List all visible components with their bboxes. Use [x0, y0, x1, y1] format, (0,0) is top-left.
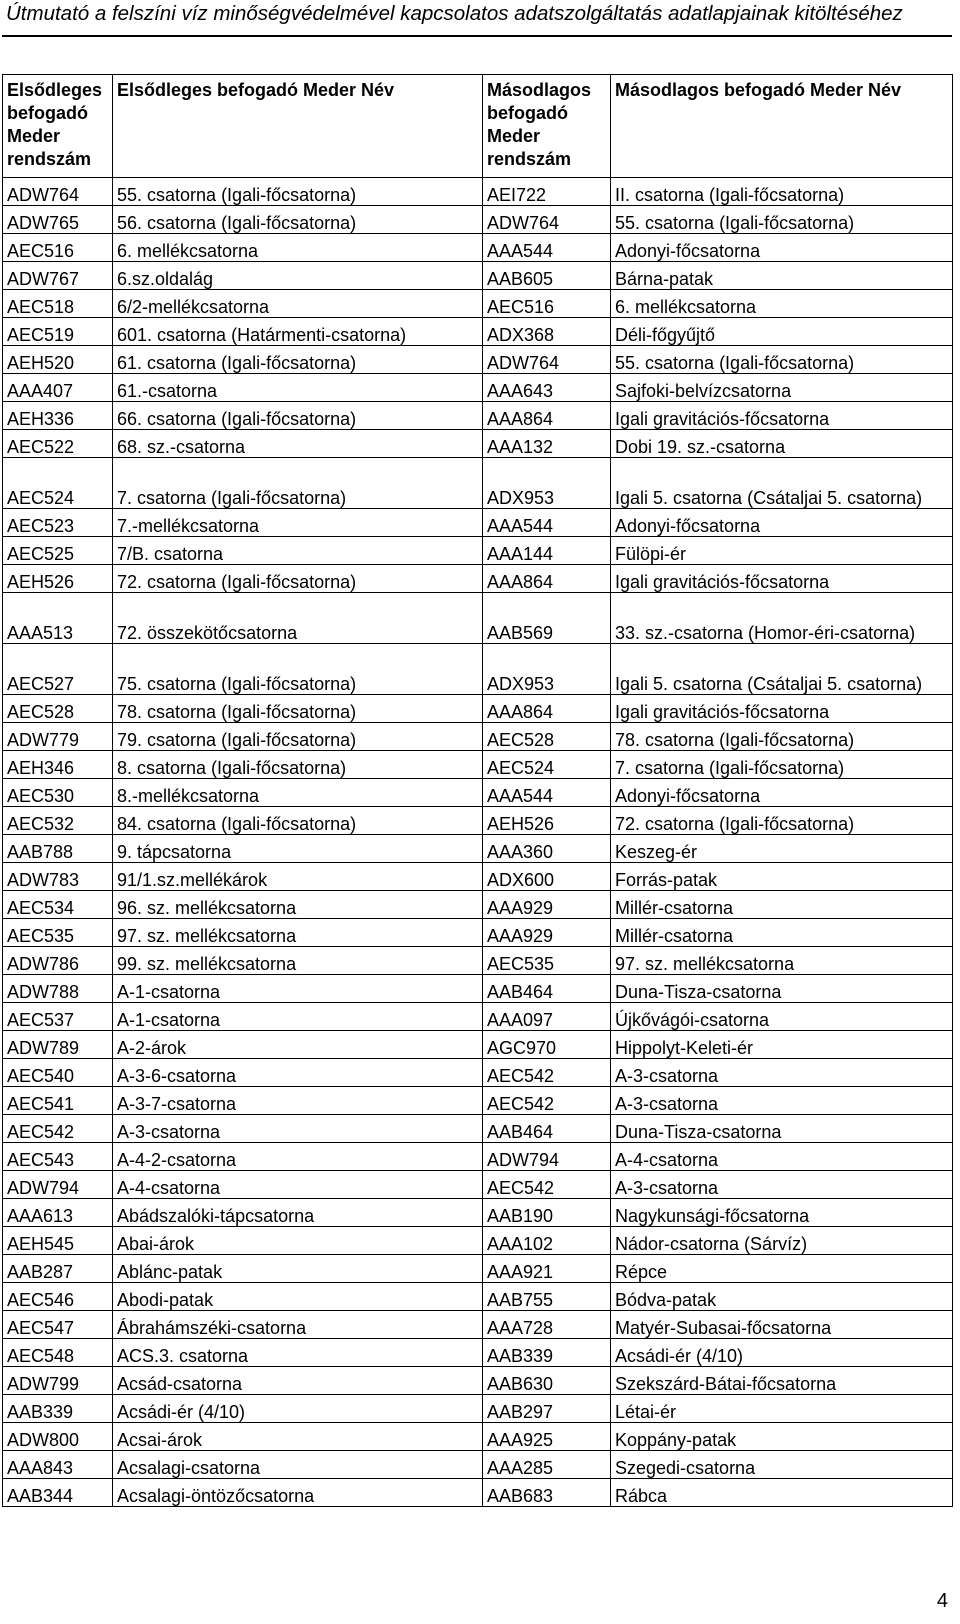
primary-name-cell: 72. csatorna (Igali-főcsatorna) [113, 565, 483, 593]
primary-name-cell: Ábrahámszéki-csatorna [113, 1311, 483, 1339]
secondary-code-cell: AAA102 [483, 1227, 611, 1255]
primary-name-cell: Acsalagi-öntözőcsatorna [113, 1479, 483, 1507]
secondary-code-cell: ADX600 [483, 863, 611, 891]
column-header-primary-name: Elsődleges befogadó Meder Név [113, 75, 483, 178]
secondary-code-cell: AAA132 [483, 430, 611, 458]
secondary-code-cell: AEC542 [483, 1087, 611, 1115]
column-header-secondary-code: Másodlagos befogadó Meder rendszám [483, 75, 611, 178]
table-row [3, 891, 953, 919]
primary-code-cell: AAB344 [3, 1479, 113, 1507]
secondary-code-cell: ADW764 [483, 346, 611, 374]
primary-code-cell: AEH520 [3, 346, 113, 374]
secondary-code-cell: AAA544 [483, 509, 611, 537]
secondary-name-cell: Koppány-patak [611, 1423, 953, 1451]
primary-code-cell: AAA613 [3, 1199, 113, 1227]
table-row [3, 1479, 953, 1507]
primary-name-cell: Abádszalóki-tápcsatorna [113, 1199, 483, 1227]
primary-name-cell: A-1-csatorna [113, 1003, 483, 1031]
primary-code-cell: AEC530 [3, 779, 113, 807]
secondary-code-cell: AAA144 [483, 537, 611, 565]
table-row [3, 509, 953, 537]
column-header-secondary-name: Másodlagos befogadó Meder Név [611, 75, 953, 178]
secondary-code-cell: AAA929 [483, 891, 611, 919]
primary-code-cell: AEC543 [3, 1143, 113, 1171]
table-row [3, 919, 953, 947]
primary-code-cell: ADW783 [3, 863, 113, 891]
table-row [3, 458, 953, 509]
secondary-code-cell: AEC516 [483, 290, 611, 318]
primary-name-cell: 9. tápcsatorna [113, 835, 483, 863]
table-row [3, 1255, 953, 1283]
primary-name-cell: A-4-2-csatorna [113, 1143, 483, 1171]
secondary-code-cell: AEC528 [483, 723, 611, 751]
secondary-code-cell: AAA921 [483, 1255, 611, 1283]
primary-code-cell: AEC525 [3, 537, 113, 565]
table-row [3, 695, 953, 723]
primary-name-cell: 6/2-mellékcsatorna [113, 290, 483, 318]
secondary-code-cell: AAB755 [483, 1283, 611, 1311]
secondary-code-cell: AEI722 [483, 178, 611, 206]
primary-name-cell: 8.-mellékcsatorna [113, 779, 483, 807]
table-body [3, 178, 953, 1507]
secondary-name-cell: 6. mellékcsatorna [611, 290, 953, 318]
secondary-code-cell: AAB464 [483, 1115, 611, 1143]
table-row [3, 1367, 953, 1395]
secondary-name-cell: Szegedi-csatorna [611, 1451, 953, 1479]
secondary-code-cell: AAA544 [483, 779, 611, 807]
primary-name-cell: 66. csatorna (Igali-főcsatorna) [113, 402, 483, 430]
primary-code-cell: AAA407 [3, 374, 113, 402]
table-row [3, 835, 953, 863]
primary-code-cell: AEH545 [3, 1227, 113, 1255]
secondary-name-cell: A-3-csatorna [611, 1171, 953, 1199]
primary-name-cell: 7. csatorna (Igali-főcsatorna) [113, 458, 483, 509]
secondary-name-cell: Igali gravitációs-főcsatorna [611, 565, 953, 593]
secondary-name-cell: 78. csatorna (Igali-főcsatorna) [611, 723, 953, 751]
primary-name-cell: 7/B. csatorna [113, 537, 483, 565]
primary-code-cell: AEC523 [3, 509, 113, 537]
secondary-name-cell: II. csatorna (Igali-főcsatorna) [611, 178, 953, 206]
page-header: Útmutató a felszíni víz minőségvédelmével kapcsolatos adatszolgáltatás adatlapjainak kitöltéséhez [6, 2, 903, 25]
secondary-code-cell: AAB630 [483, 1367, 611, 1395]
table-row [3, 430, 953, 458]
secondary-code-cell: AAA360 [483, 835, 611, 863]
primary-name-cell: A-4-csatorna [113, 1171, 483, 1199]
primary-name-cell: A-3-7-csatorna [113, 1087, 483, 1115]
secondary-name-cell: Déli-főgyűjtő [611, 318, 953, 346]
secondary-code-cell: AAA925 [483, 1423, 611, 1451]
secondary-name-cell: Bódva-patak [611, 1283, 953, 1311]
secondary-code-cell: AAB190 [483, 1199, 611, 1227]
primary-name-cell: 68. sz.-csatorna [113, 430, 483, 458]
primary-code-cell: AEC522 [3, 430, 113, 458]
primary-name-cell: 56. csatorna (Igali-főcsatorna) [113, 206, 483, 234]
secondary-code-cell: ADX368 [483, 318, 611, 346]
primary-name-cell: 99. sz. mellékcsatorna [113, 947, 483, 975]
primary-name-cell: ACS.3. csatorna [113, 1339, 483, 1367]
table-row [3, 644, 953, 695]
primary-code-cell: AEH526 [3, 565, 113, 593]
primary-name-cell: A-2-árok [113, 1031, 483, 1059]
secondary-name-cell: A-3-csatorna [611, 1059, 953, 1087]
secondary-name-cell: Újkővágói-csatorna [611, 1003, 953, 1031]
table-row [3, 1199, 953, 1227]
secondary-name-cell: Rábca [611, 1479, 953, 1507]
primary-name-cell: Abai-árok [113, 1227, 483, 1255]
secondary-name-cell: 55. csatorna (Igali-főcsatorna) [611, 206, 953, 234]
primary-code-cell: AEH346 [3, 751, 113, 779]
secondary-name-cell: Igali gravitációs-főcsatorna [611, 402, 953, 430]
secondary-code-cell: AAA864 [483, 695, 611, 723]
secondary-name-cell: Hippolyt-Keleti-ér [611, 1031, 953, 1059]
table-row [3, 262, 953, 290]
secondary-name-cell: Duna-Tisza-csatorna [611, 975, 953, 1003]
table-row [3, 1143, 953, 1171]
table-row [3, 234, 953, 262]
table-row [3, 593, 953, 644]
secondary-name-cell: 33. sz.-csatorna (Homor-éri-csatorna) [611, 593, 953, 644]
table-row [3, 863, 953, 891]
table-row [3, 374, 953, 402]
table-row [3, 318, 953, 346]
table-row [3, 723, 953, 751]
primary-name-cell: Acsai-árok [113, 1423, 483, 1451]
secondary-code-cell: AAB605 [483, 262, 611, 290]
table-row [3, 178, 953, 206]
secondary-name-cell: Szekszárd-Bátai-főcsatorna [611, 1367, 953, 1395]
secondary-name-cell: Acsádi-ér (4/10) [611, 1339, 953, 1367]
secondary-name-cell: Forrás-patak [611, 863, 953, 891]
secondary-code-cell: AAA728 [483, 1311, 611, 1339]
primary-name-cell: 96. sz. mellékcsatorna [113, 891, 483, 919]
primary-code-cell: ADW786 [3, 947, 113, 975]
primary-name-cell: 72. összekötőcsatorna [113, 593, 483, 644]
secondary-code-cell: AAA643 [483, 374, 611, 402]
secondary-code-cell: AAA544 [483, 234, 611, 262]
primary-code-cell: AEC519 [3, 318, 113, 346]
primary-name-cell: Ablánc-patak [113, 1255, 483, 1283]
secondary-name-cell: Adonyi-főcsatorna [611, 509, 953, 537]
primary-code-cell: AEC534 [3, 891, 113, 919]
primary-name-cell: 6. mellékcsatorna [113, 234, 483, 262]
primary-name-cell: Abodi-patak [113, 1283, 483, 1311]
table-header-row [3, 75, 953, 178]
primary-code-cell: AEC546 [3, 1283, 113, 1311]
primary-name-cell: A-3-6-csatorna [113, 1059, 483, 1087]
primary-name-cell: 6.sz.oldalág [113, 262, 483, 290]
primary-code-cell: AEC541 [3, 1087, 113, 1115]
secondary-code-cell: ADW764 [483, 206, 611, 234]
secondary-code-cell: ADX953 [483, 458, 611, 509]
secondary-name-cell: Létai-ér [611, 1395, 953, 1423]
primary-code-cell: ADW765 [3, 206, 113, 234]
primary-name-cell: 75. csatorna (Igali-főcsatorna) [113, 644, 483, 695]
primary-name-cell: A-1-csatorna [113, 975, 483, 1003]
primary-code-cell: ADW764 [3, 178, 113, 206]
secondary-name-cell: Matyér-Subasai-főcsatorna [611, 1311, 953, 1339]
table-row [3, 779, 953, 807]
primary-name-cell: A-3-csatorna [113, 1115, 483, 1143]
table-row [3, 206, 953, 234]
table-row [3, 1115, 953, 1143]
page-number: 4 [936, 1590, 948, 1612]
primary-code-cell: ADW794 [3, 1171, 113, 1199]
table-row [3, 975, 953, 1003]
primary-name-cell: 601. csatorna (Határmenti-csatorna) [113, 318, 483, 346]
primary-name-cell: 61. csatorna (Igali-főcsatorna) [113, 346, 483, 374]
primary-code-cell: AEC535 [3, 919, 113, 947]
primary-code-cell: AEC547 [3, 1311, 113, 1339]
secondary-name-cell: A-3-csatorna [611, 1087, 953, 1115]
primary-code-cell: AEC548 [3, 1339, 113, 1367]
table-row [3, 1339, 953, 1367]
secondary-name-cell: Fülöpi-ér [611, 537, 953, 565]
secondary-name-cell: Adonyi-főcsatorna [611, 234, 953, 262]
table-row [3, 947, 953, 975]
secondary-name-cell: Duna-Tisza-csatorna [611, 1115, 953, 1143]
secondary-name-cell: Répce [611, 1255, 953, 1283]
secondary-code-cell: AAA929 [483, 919, 611, 947]
primary-code-cell: AEC542 [3, 1115, 113, 1143]
secondary-code-cell: AAA097 [483, 1003, 611, 1031]
primary-name-cell: 91/1.sz.mellékárok [113, 863, 483, 891]
receiver-table [2, 74, 953, 1507]
secondary-name-cell: A-4-csatorna [611, 1143, 953, 1171]
primary-code-cell: AAB287 [3, 1255, 113, 1283]
primary-code-cell: AAB788 [3, 835, 113, 863]
table-row [3, 1451, 953, 1479]
table-row [3, 290, 953, 318]
primary-code-cell: AAA843 [3, 1451, 113, 1479]
secondary-code-cell: AAA285 [483, 1451, 611, 1479]
primary-code-cell: AAB339 [3, 1395, 113, 1423]
primary-code-cell: AEC516 [3, 234, 113, 262]
secondary-code-cell: ADW794 [483, 1143, 611, 1171]
primary-code-cell: ADW788 [3, 975, 113, 1003]
secondary-name-cell: Keszeg-ér [611, 835, 953, 863]
primary-code-cell: ADW789 [3, 1031, 113, 1059]
secondary-code-cell: AAB464 [483, 975, 611, 1003]
table-row [3, 346, 953, 374]
table-row [3, 1395, 953, 1423]
secondary-name-cell: Millér-csatorna [611, 919, 953, 947]
primary-name-cell: Acsalagi-csatorna [113, 1451, 483, 1479]
primary-code-cell: ADW767 [3, 262, 113, 290]
table-row [3, 1283, 953, 1311]
table-row [3, 751, 953, 779]
secondary-name-cell: Sajfoki-belvízcsatorna [611, 374, 953, 402]
table-row [3, 565, 953, 593]
secondary-code-cell: AAA864 [483, 565, 611, 593]
secondary-name-cell: Bárna-patak [611, 262, 953, 290]
primary-code-cell: AEC524 [3, 458, 113, 509]
secondary-code-cell: AAB569 [483, 593, 611, 644]
secondary-code-cell: AAB297 [483, 1395, 611, 1423]
secondary-code-cell: AEC535 [483, 947, 611, 975]
table-row [3, 807, 953, 835]
primary-code-cell: AEC537 [3, 1003, 113, 1031]
secondary-name-cell: Igali gravitációs-főcsatorna [611, 695, 953, 723]
primary-name-cell: 78. csatorna (Igali-főcsatorna) [113, 695, 483, 723]
table-row [3, 1059, 953, 1087]
secondary-name-cell: Nagykunsági-főcsatorna [611, 1199, 953, 1227]
table-row [3, 1227, 953, 1255]
table-row [3, 1171, 953, 1199]
primary-code-cell: AEC518 [3, 290, 113, 318]
secondary-code-cell: AEC542 [483, 1059, 611, 1087]
table-row [3, 1087, 953, 1115]
primary-code-cell: AEC528 [3, 695, 113, 723]
column-header-primary-code: Elsődleges befogadó Meder rendszám [3, 75, 113, 178]
secondary-name-cell: Millér-csatorna [611, 891, 953, 919]
table-row [3, 1003, 953, 1031]
table-row [3, 1031, 953, 1059]
secondary-name-cell: 55. csatorna (Igali-főcsatorna) [611, 346, 953, 374]
table-row [3, 1311, 953, 1339]
primary-code-cell: ADW779 [3, 723, 113, 751]
secondary-name-cell: 7. csatorna (Igali-főcsatorna) [611, 751, 953, 779]
primary-name-cell: 84. csatorna (Igali-főcsatorna) [113, 807, 483, 835]
secondary-code-cell: AAA864 [483, 402, 611, 430]
primary-name-cell: Acsádi-ér (4/10) [113, 1395, 483, 1423]
secondary-name-cell: Igali 5. csatorna (Csátaljai 5. csatorna) [611, 458, 953, 509]
primary-code-cell: AEH336 [3, 402, 113, 430]
secondary-code-cell: AEC542 [483, 1171, 611, 1199]
secondary-name-cell: Igali 5. csatorna (Csátaljai 5. csatorna) [611, 644, 953, 695]
table-row [3, 402, 953, 430]
primary-name-cell: 97. sz. mellékcsatorna [113, 919, 483, 947]
secondary-name-cell: Nádor-csatorna (Sárvíz) [611, 1227, 953, 1255]
secondary-name-cell: 97. sz. mellékcsatorna [611, 947, 953, 975]
primary-code-cell: AEC532 [3, 807, 113, 835]
primary-code-cell: AEC540 [3, 1059, 113, 1087]
secondary-code-cell: AAB683 [483, 1479, 611, 1507]
primary-name-cell: 61.-csatorna [113, 374, 483, 402]
primary-code-cell: AEC527 [3, 644, 113, 695]
primary-code-cell: ADW799 [3, 1367, 113, 1395]
primary-code-cell: ADW800 [3, 1423, 113, 1451]
table-row [3, 1423, 953, 1451]
primary-code-cell: AAA513 [3, 593, 113, 644]
primary-name-cell: Acsád-csatorna [113, 1367, 483, 1395]
table-row [3, 537, 953, 565]
secondary-code-cell: AGC970 [483, 1031, 611, 1059]
header-divider [2, 35, 952, 37]
secondary-code-cell: AAB339 [483, 1339, 611, 1367]
secondary-name-cell: 72. csatorna (Igali-főcsatorna) [611, 807, 953, 835]
primary-name-cell: 7.-mellékcsatorna [113, 509, 483, 537]
secondary-code-cell: ADX953 [483, 644, 611, 695]
secondary-code-cell: AEH526 [483, 807, 611, 835]
primary-name-cell: 8. csatorna (Igali-főcsatorna) [113, 751, 483, 779]
primary-name-cell: 55. csatorna (Igali-főcsatorna) [113, 178, 483, 206]
secondary-code-cell: AEC524 [483, 751, 611, 779]
primary-name-cell: 79. csatorna (Igali-főcsatorna) [113, 723, 483, 751]
secondary-name-cell: Adonyi-főcsatorna [611, 779, 953, 807]
secondary-name-cell: Dobi 19. sz.-csatorna [611, 430, 953, 458]
